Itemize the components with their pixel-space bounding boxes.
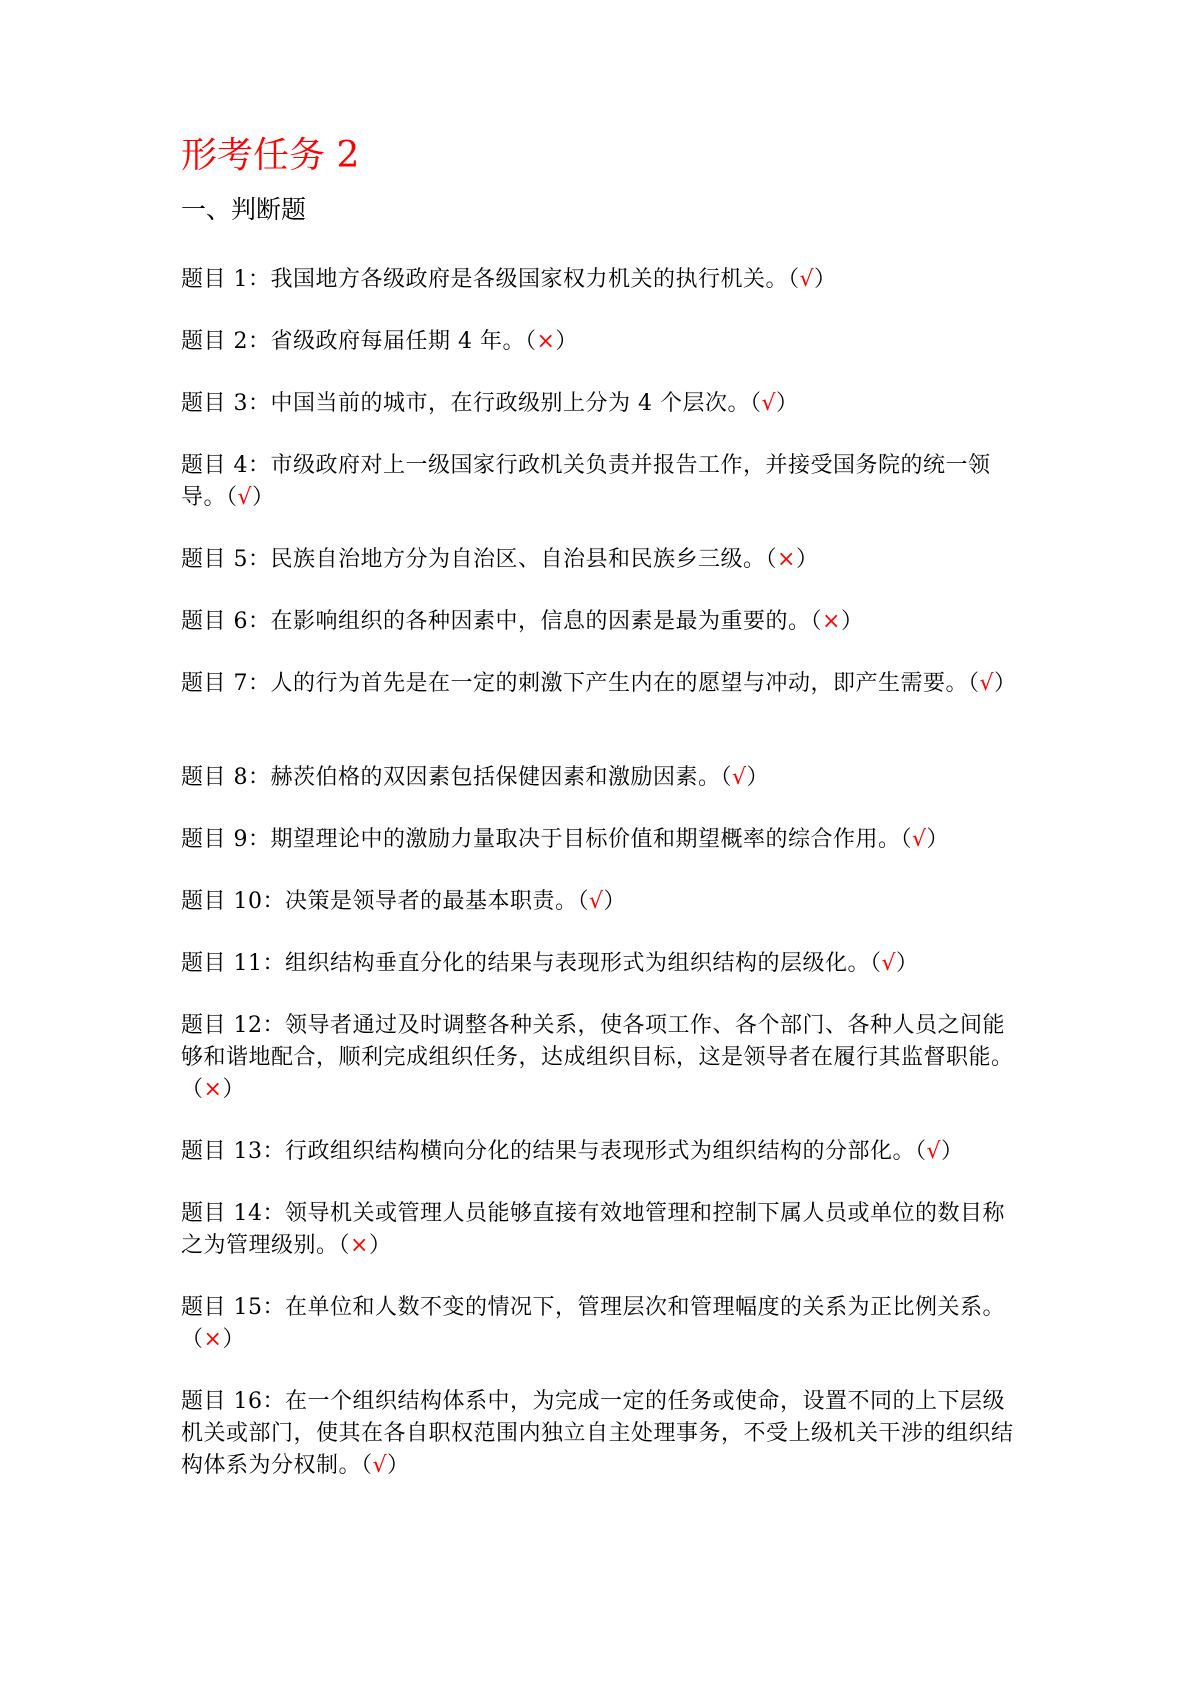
question-item (181, 264, 1021, 296)
answer-mark: √ (979, 671, 995, 696)
question-text: 行政组织结构横向分化的结果与表现形式为组织结构的分部化。（ (285, 1139, 927, 1164)
question-label: 题目 14： (181, 1201, 285, 1226)
question-text: 我国地方各级政府是各级国家权力机关的执行机关。（ (270, 267, 800, 292)
question-text: 市级政府对上一级国家行政机关负责并报告工作，并接受国务院的统一领导。（ (181, 453, 991, 510)
question-close-paren: ） (840, 609, 864, 634)
answer-mark: √ (237, 485, 253, 510)
answer-mark: √ (912, 827, 927, 852)
question-text: 领导机关或管理人员能够直接有效地管理和控制下属人员或单位的数目称之为管理级别。（ (181, 1201, 1006, 1258)
question-text: 在一个组织结构体系中，为完成一定的任务或使命，设置不同的上下层级机关或部门，使其在各自职权范围内独立自主处理事务，不受上级机关干涉的组织结构体系为分权制。（ (181, 1389, 1014, 1478)
answer-mark: √ (881, 951, 897, 976)
question-list (181, 264, 1021, 1512)
question-item (181, 762, 1021, 794)
question-item (181, 1136, 1021, 1168)
question-close-paren: ） (603, 889, 627, 914)
question-text: 人的行为首先是在一定的刺激下产生内在的愿望与冲动，即产生需要。（ (270, 671, 980, 696)
question-text: 期望理论中的激励力量取决于目标价值和期望概率的综合作用。（ (270, 827, 913, 852)
question-item (181, 824, 1021, 856)
question-close-paren: ） (222, 1077, 245, 1102)
question-text: 组织结构垂直分化的结果与表现形式为组织结构的层级化。（ (285, 951, 882, 976)
question-label: 题目 10： (181, 889, 285, 914)
question-label: 题目 9： (181, 827, 271, 852)
answer-mark: √ (926, 1139, 942, 1164)
question-label: 题目 16： (181, 1389, 285, 1414)
question-close-paren: ） (896, 951, 919, 976)
question-close-paren: ） (387, 1453, 410, 1478)
question-label: 题目 5： (181, 547, 271, 572)
question-text: 在单位和人数不变的情况下，管理层次和管理幅度的关系为正比例关系。（ (181, 1295, 1006, 1352)
question-close-paren: ） (252, 485, 275, 510)
question-item (181, 1010, 1021, 1106)
question-text: 民族自治地方分为自治区、自治县和民族乡三级。（ (270, 547, 778, 572)
question-close-paren: ） (814, 267, 837, 292)
answer-mark: √ (732, 765, 747, 790)
question-label: 题目 13： (181, 1139, 285, 1164)
question-label: 题目 6： (181, 609, 271, 634)
question-label: 题目 1： (181, 267, 271, 292)
question-close-paren: ） (776, 391, 799, 416)
question-item (181, 606, 1021, 638)
question-item (181, 1198, 1021, 1262)
answer-mark: × (822, 609, 841, 634)
question-close-paren: ） (368, 1233, 392, 1258)
answer-mark: √ (799, 267, 815, 292)
question-item (181, 668, 1021, 732)
answer-mark: × (203, 1327, 223, 1352)
answer-mark: × (777, 547, 796, 572)
question-text: 赫茨伯格的双因素包括保健因素和激励因素。（ (270, 765, 733, 790)
document-title: 形考任务 2 (181, 135, 360, 176)
question-item (181, 450, 1021, 514)
question-label: 题目 7： (181, 671, 271, 696)
question-label: 题目 12： (181, 1013, 285, 1038)
question-text: 省级政府每届任期 4 年。（ (270, 329, 537, 354)
question-close-paren: ） (926, 827, 950, 852)
question-item (181, 948, 1021, 980)
question-close-paren: ） (222, 1327, 245, 1352)
question-label: 题目 15： (181, 1295, 285, 1320)
question-text: 在影响组织的各种因素中，信息的因素是最为重要的。（ (270, 609, 823, 634)
answer-mark: √ (761, 391, 777, 416)
question-item (181, 388, 1021, 420)
question-label: 题目 3： (181, 391, 271, 416)
section-heading: 一、判断题 (181, 195, 307, 224)
question-item (181, 1386, 1021, 1482)
question-item (181, 1292, 1021, 1356)
question-close-paren: ） (795, 547, 819, 572)
question-item (181, 544, 1021, 576)
answer-mark: √ (589, 889, 604, 914)
question-item (181, 886, 1021, 918)
question-label: 题目 4： (181, 453, 271, 478)
question-text: 决策是领导者的最基本职责。（ (285, 889, 590, 914)
question-text: 领导者通过及时调整各种关系，使各项工作、各个部门、各种人员之间能够和谐地配合，顺利完成组织任务，达成组织目标，这是领导者在履行其监督职能。（ (181, 1013, 1014, 1102)
question-label: 题目 8： (181, 765, 271, 790)
answer-mark: × (350, 1233, 369, 1258)
question-item (181, 326, 1021, 358)
question-text: 中国当前的城市，在行政级别上分为 4 个层次。（ (270, 391, 762, 416)
answer-mark: √ (372, 1453, 388, 1478)
question-close-paren: ） (941, 1139, 964, 1164)
question-label: 题目 11： (181, 951, 285, 976)
answer-mark: × (203, 1077, 223, 1102)
question-close-paren: ） (746, 765, 770, 790)
answer-mark: × (536, 329, 556, 354)
question-label: 题目 2： (181, 329, 271, 354)
question-close-paren: ） (555, 329, 578, 354)
question-close-paren: ） (994, 671, 1017, 696)
